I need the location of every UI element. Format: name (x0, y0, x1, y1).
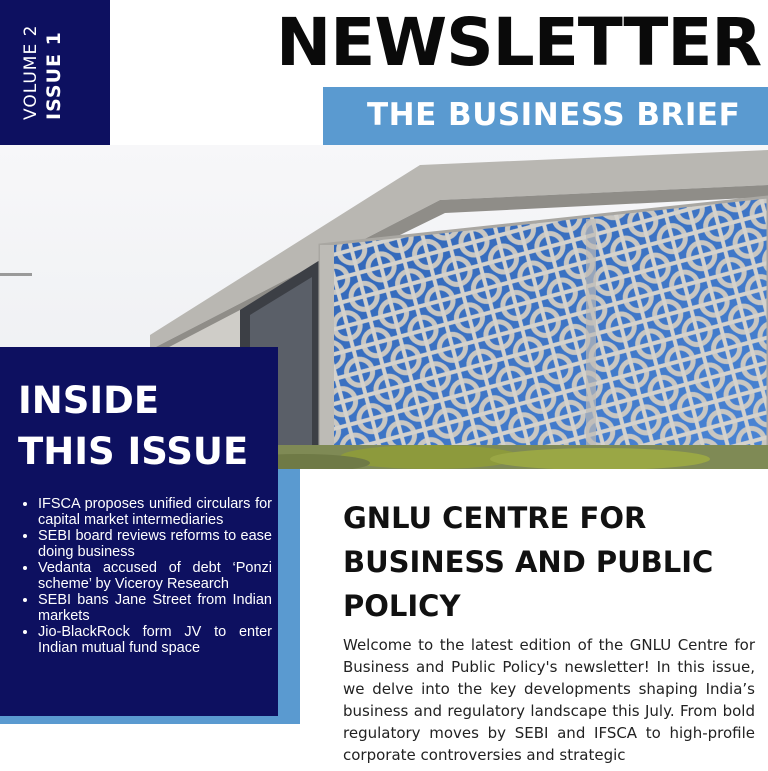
inside-issue-list (20, 496, 272, 656)
article-body: Welcome to the latest edition of the GNLU Centre for Business and Public Policy's newsletter! In this issue, we delve into the key developments shaping India’s business and regulatory landscape this July. From bold regulatory moves by SEBI and IFSCA to high-profile corporate controversies and strategic (343, 636, 755, 764)
inside-title-line-2: THIS ISSUE (18, 430, 249, 473)
subtitle-text: THE BUSINESS BRIEF (367, 97, 741, 133)
accent-bar-horizontal (0, 716, 300, 724)
list-item: • Jio-BlackRock form JV to enter Indian mutual fund space (38, 624, 272, 656)
volume-issue-label (20, 25, 66, 120)
accent-bar-vertical (278, 469, 300, 717)
newsletter-title: NEWSLETTER (276, 4, 762, 81)
volume-issue-tab (0, 0, 110, 148)
inside-this-issue-heading (18, 375, 248, 477)
issue-label: ISSUE 1 (43, 31, 65, 120)
list-item: • Vedanta accused of debt ‘Ponzi scheme’ by Viceroy Research (38, 560, 272, 592)
article-title: GNLU CENTRE FOR BUSINESS AND PUBLIC POLICY (343, 501, 714, 623)
list-item: • SEBI bans Jane Street from Indian markets (38, 592, 272, 624)
subtitle-banner (323, 87, 768, 145)
volume-label: VOLUME 2 (21, 24, 41, 120)
list-item: • IFSCA proposes unified circulars for capital market intermediaries (38, 496, 272, 528)
list-item: • SEBI board reviews reforms to ease doing business (38, 528, 272, 560)
inside-title-line-1: INSIDE (18, 379, 160, 422)
inside-this-issue-panel (0, 347, 278, 716)
